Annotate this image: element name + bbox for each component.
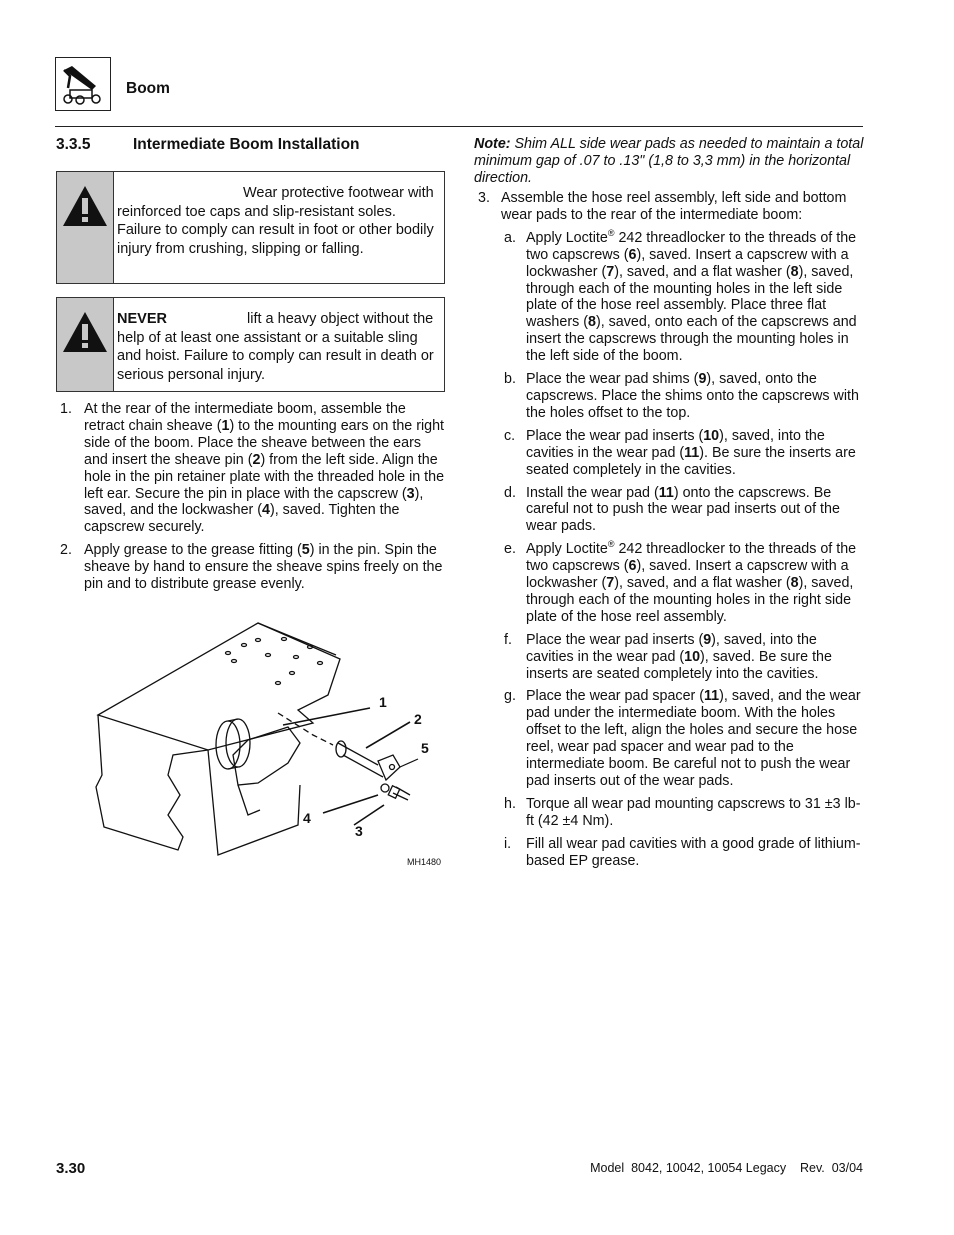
warning-text: Wear protective footwear with reinforced toe caps and slip-resistant soles. Failure to comply can result in foot or other bodily injury from crushing, slipping or falling. [117,185,434,257]
note: Note: Shim ALL side wear pads as needed to maintain a total minimum gap of .07 to .13" (1,8 to 3,3 mm) in the horizontal direction. [474,136,864,186]
manufacturer-logo [55,57,111,111]
figure-code: MH1480 [407,857,442,867]
step-3c: c. Place the wear pad inserts (10), saved, into the cavities in the wear pad (11). Be sure the inserts are seated completely in the cavities. [504,427,856,478]
callout-3: 3 [355,823,363,839]
callout-2: 2 [414,711,422,727]
step-3h: h. Torque all wear pad mounting capscrews to 31 ±3 lb-ft (42 ±4 Nm). [504,795,861,829]
boom-illustration [88,615,448,870]
step-3e: e. Apply Loctite® 242 threadlocker to the threads of the two capscrews (6), saved. Insert a capscrew with a lockwasher (7), saved, and a flat washer (8), saved, through each of the mounting holes in the right side plate of the hose reel assembly. [504,539,857,625]
boom-sheave-figure [88,615,448,870]
warning-box-heavy-object [56,297,445,392]
footer-model-info: Model 8042, 10042, 10054 Legacy Rev. 03/04 [590,1161,863,1175]
right-column [474,136,866,876]
warning-triangle-icon [57,182,113,230]
section-number: 3.3.5 [56,136,91,153]
step-3d: d. Install the wear pad (11) onto the capscrews. Be careful not to push the wear pad inserts out of the wear pads. [504,484,840,535]
step-3g: g. Place the wear pad spacer (11), saved, and the wear pad under the intermediate boom. With the holes offset to the left, align the holes and secure the hose reel, wear pad spacer and wear pad to the intermediate boom. Be careful not to push the wear pad inserts out of the wear pads. [504,688,861,789]
callout-1: 1 [379,694,387,710]
warning-triangle-icon [57,308,113,356]
step-3: 3. Assemble the hose reel assembly, left side and bottom wear pads to the rear of the intermediate boom: [478,190,847,223]
boom-machine-icon [56,58,110,110]
step-2: 2. Apply grease to the grease fitting (5) in the pin. Spin the sheave by hand to ensure the sheave spins freely on the pin and to distribute grease evenly. [60,542,443,593]
chapter-title: Boom [126,80,170,97]
step-3a: a. Apply Loctite® 242 threadlocker to the threads of the two capscrews (6), saved. Insert a capscrew with a lockwasher (7), saved, and a flat washer (8), saved, through each of the mounting holes in the left side plate of the hose reel assembly. Place three flat washers (8), saved, onto each of the capscrews and insert the capscrews through the mounting holes in the left side of the boom. [504,228,857,365]
section-title: Intermediate Boom Installation [133,136,360,153]
left-step-list [56,401,446,599]
callout-4: 4 [303,810,311,826]
step-3f: f. Place the wear pad inserts (9), saved, into the cavities in the wear pad (10), saved. Be sure the inserts are seated completely into the cavities. [504,631,832,682]
step-3b: b. Place the wear pad shims (9), saved, onto the capscrews. Place the shims onto the capscrews with the holes offset to the top. [504,371,859,421]
callout-5: 5 [421,740,429,756]
warning-box-footwear [56,171,445,284]
step-1: 1. At the rear of the intermediate boom, assemble the retract chain sheave (1) to the mounting ears on the right side of the boom. Place the sheave between the ears and insert the sheave pin (2) from the left side. Align the hole in the pin retainer plate with the threaded hole in the left ear. Secure the pin in place with the capscrew (3), saved, and the lockwasher (4), saved. Tighten the capscrew securely. [60,401,445,536]
warning-text: NEVER lift a heavy object without the help of at least one assistant or a suitable sling and hoist. Failure to comply can result in death or serious personal injury. [117,311,434,383]
step-3i: i. Fill all wear pad cavities with a good grade of lithium-based EP grease. [504,835,861,869]
header-divider [55,126,863,127]
page-number: 3.30 [56,1160,86,1177]
